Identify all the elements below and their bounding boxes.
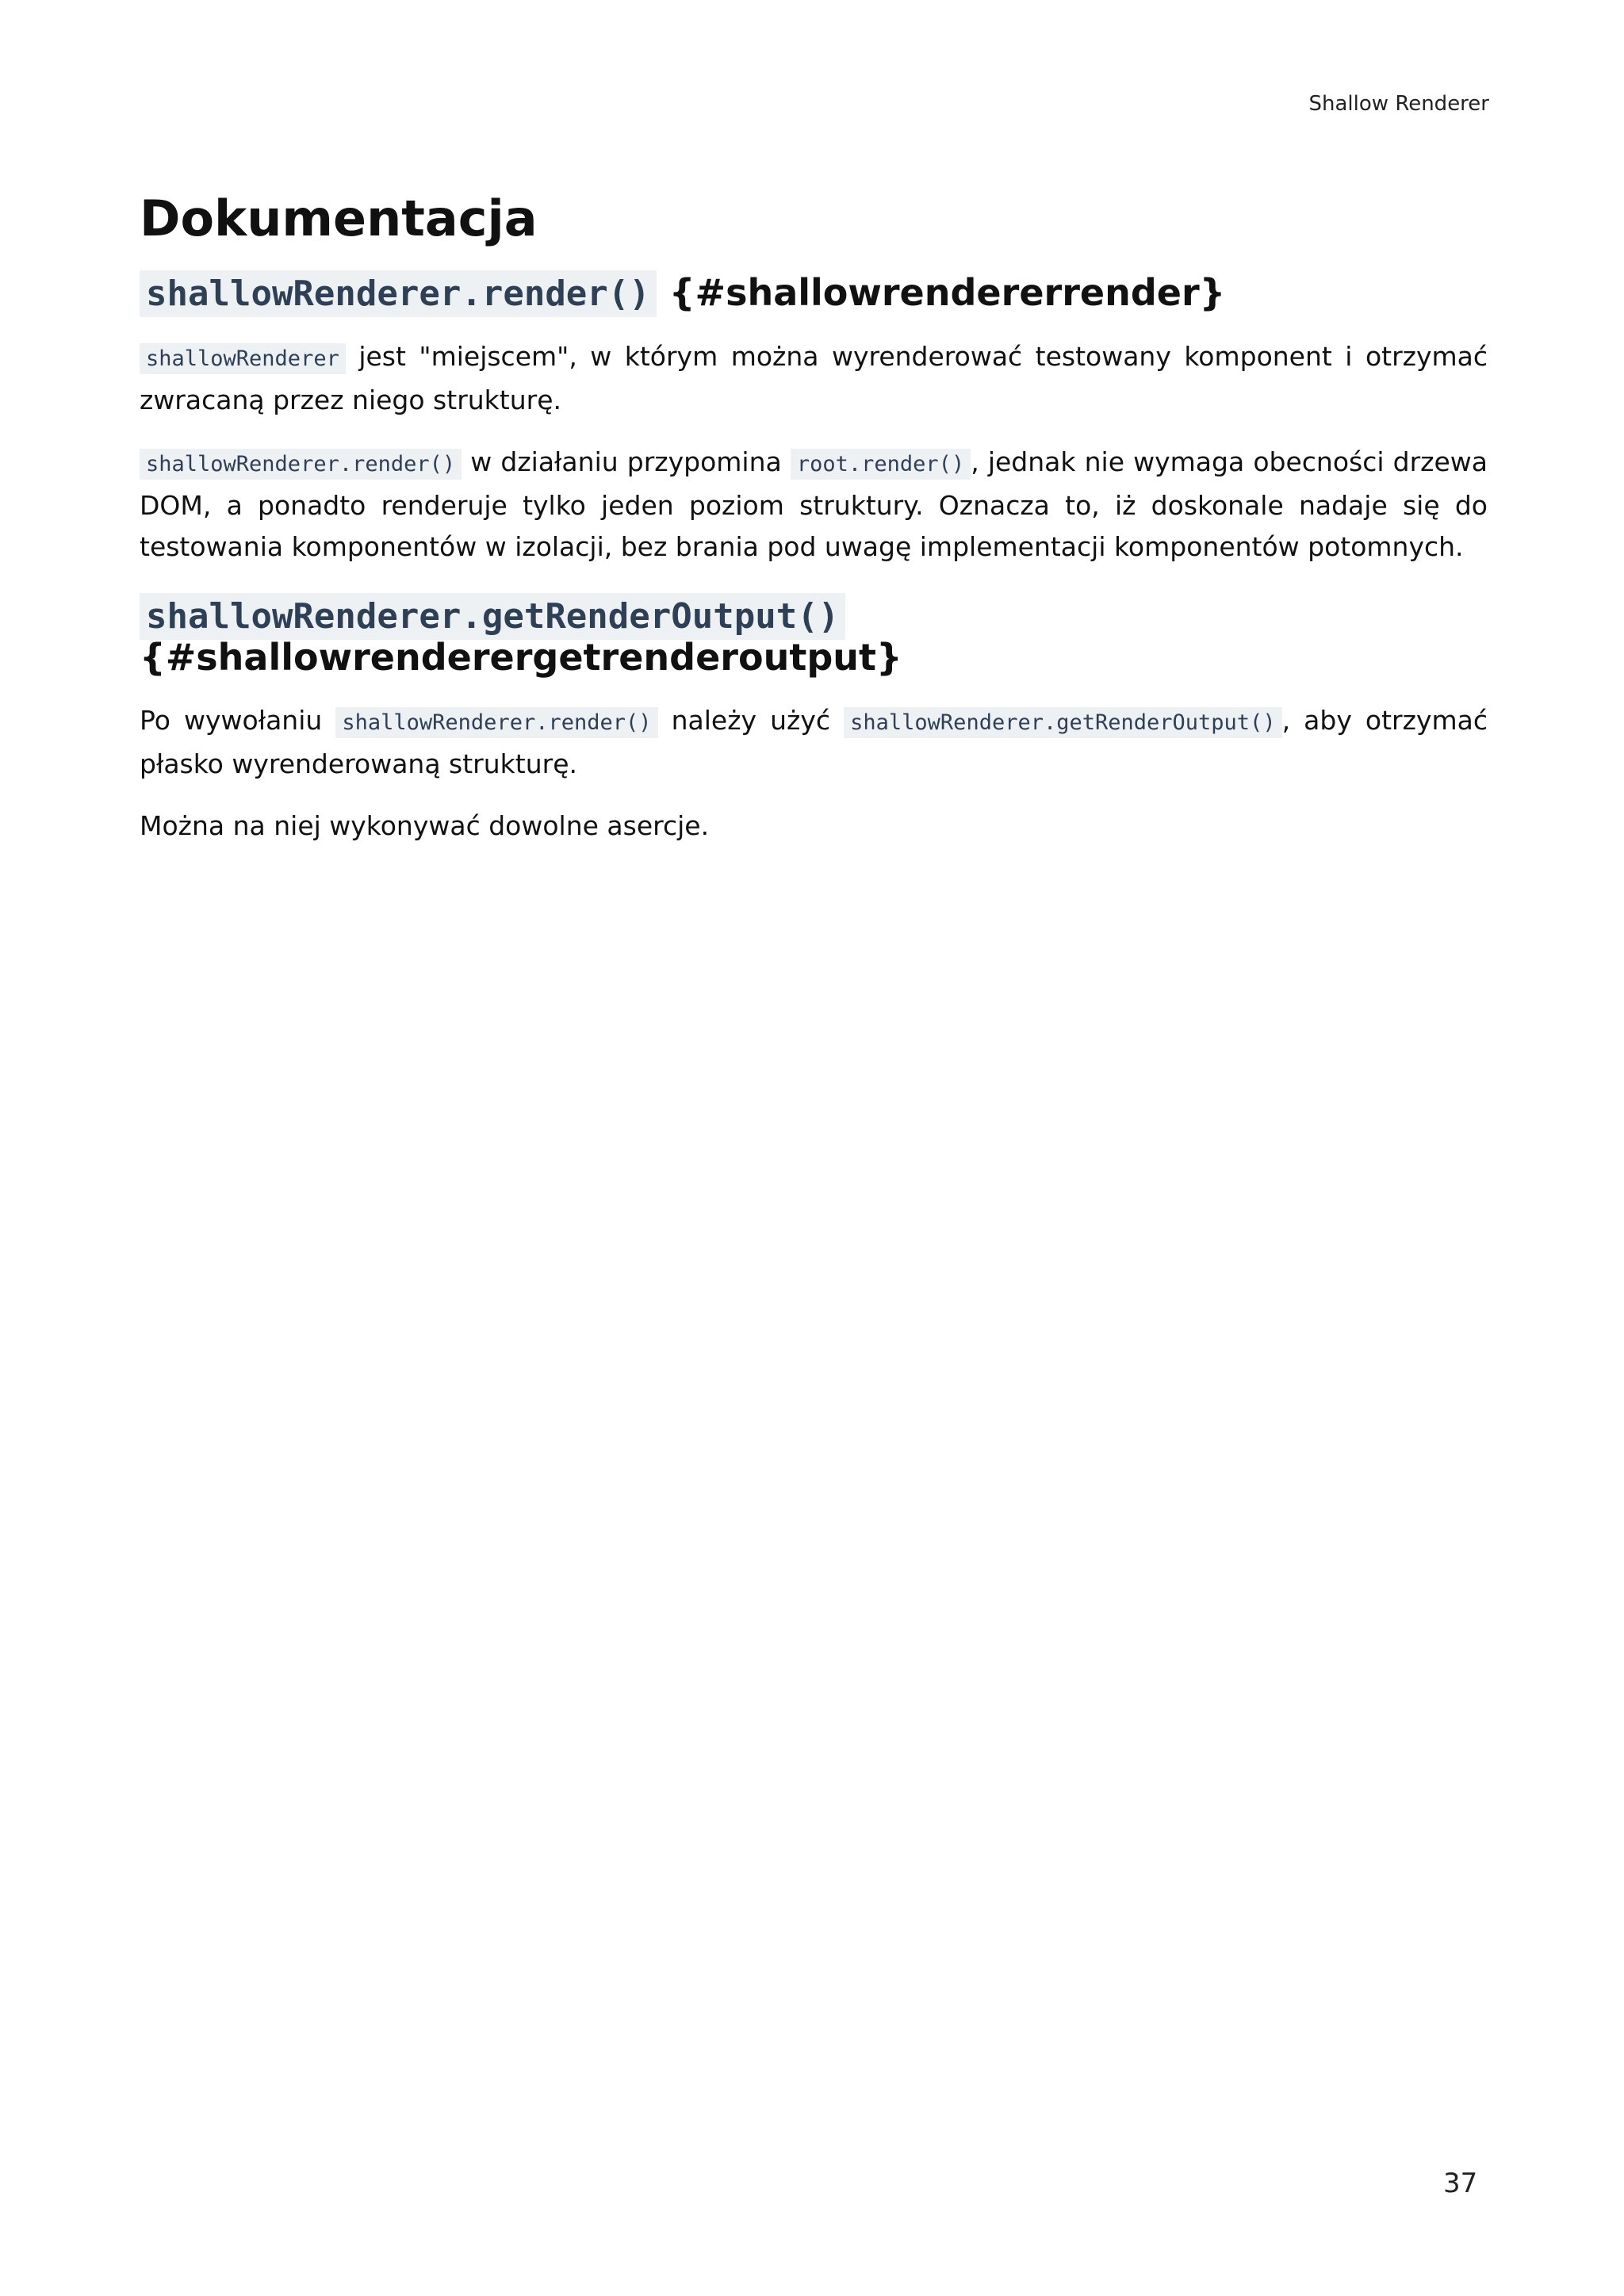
inline-code: shallowRenderer.render() (140, 449, 462, 480)
paragraph-text: w działaniu przypomina (462, 446, 791, 477)
heading-anchor: {#shallowrenderergetrenderoutput} (140, 635, 902, 679)
running-header: Shallow Renderer (1308, 92, 1489, 116)
paragraph-text: jest "miejscem", w którym można wyrenderować testowany komponent i otrzymać zwracaną przez niego strukturę. (140, 340, 1488, 415)
page-title: Dokumentacja (140, 189, 538, 247)
inline-code: shallowRenderer.getRenderOutput() (844, 707, 1281, 738)
inline-code: shallowRenderer.render() (335, 707, 657, 738)
paragraph (140, 806, 1488, 847)
heading-anchor: {#shallowrendererrender} (668, 270, 1226, 314)
inline-code: shallowRenderer (140, 343, 346, 374)
paragraph-text: należy użyć (657, 705, 845, 737)
paragraph (140, 336, 1488, 421)
heading-code: shallowRenderer.getRenderOutput() (140, 593, 845, 640)
section-heading-render (140, 272, 1488, 314)
paragraph-text: Po wywołaniu (140, 705, 336, 737)
paragraph (140, 700, 1488, 785)
paragraph (140, 442, 1488, 568)
paragraph-text: Można na niej wykonywać dowolne asercje. (140, 810, 710, 842)
paragraph-text: , aby otrzymać płasko wyrenderowaną strukturę. (140, 705, 1488, 780)
paragraph-text: , jednak nie wymaga obecności drzewa DOM, a ponadto renderuje tylko jeden poziom struktury. Oznacza to, iż doskonale nadaje się do testowania komponentów w izolacji, bez brania pod uwagę implementacji komponentów potomnych. (140, 446, 1488, 562)
heading-code: shallowRenderer.render() (140, 270, 657, 317)
page-number: 37 (1443, 2168, 1478, 2199)
section-heading-get-render-output (140, 595, 1488, 679)
inline-code: root.render() (791, 449, 971, 480)
document-body (140, 187, 1488, 867)
